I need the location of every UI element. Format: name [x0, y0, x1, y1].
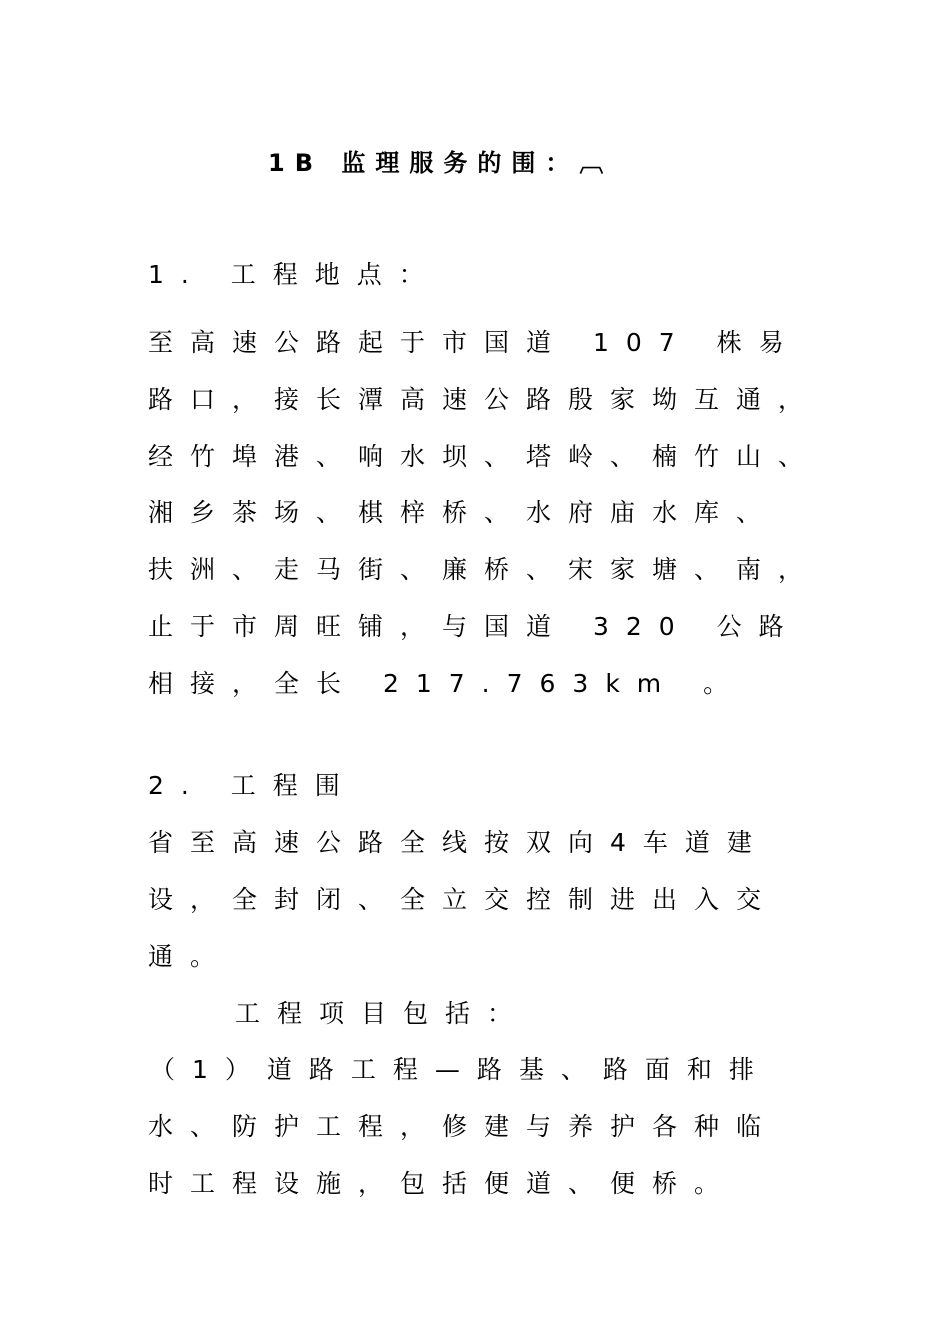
document-title: 1B 监理服务的围：︹	[268, 149, 614, 177]
section1-line-4: 湘乡茶场、棋梓桥、水府庙水库、	[148, 498, 779, 527]
item1-line-3: 时工程设施，包括便道、便桥。	[148, 1169, 737, 1198]
section2-line-3: 通。	[148, 942, 233, 971]
section2-line-1: 省至高速公路全线按双向4车道建	[148, 828, 769, 857]
section1-line-5: 扶洲、走马街、廉桥、宋家塘、南，	[148, 555, 821, 584]
section1-heading: 1. 工程地点：	[148, 260, 441, 289]
section1-line-1: 至高速公路起于市国道 107 株易	[148, 328, 801, 357]
section1-line-2: 路口，接长潭高速公路殷家坳互通，	[148, 385, 821, 414]
item1-line-2: 水、防护工程，修建与养护各种临	[148, 1112, 779, 1141]
section2-line-2: 设，全封闭、全立交控制进出入交	[148, 885, 779, 914]
section1-line-6: 止于市周旺铺，与国道 320 公路	[148, 612, 801, 641]
item1-line-1: （1）道路工程—路基、路面和排	[150, 1055, 771, 1084]
section1-line-7: 相接，全长 217.763km 。	[148, 669, 746, 698]
section1-line-3: 经竹埠港、响水坝、塔岭、楠竹山、	[148, 442, 821, 471]
items-intro: 工程项目包括：	[235, 999, 530, 1028]
section2-heading: 2. 工程围	[148, 771, 357, 800]
